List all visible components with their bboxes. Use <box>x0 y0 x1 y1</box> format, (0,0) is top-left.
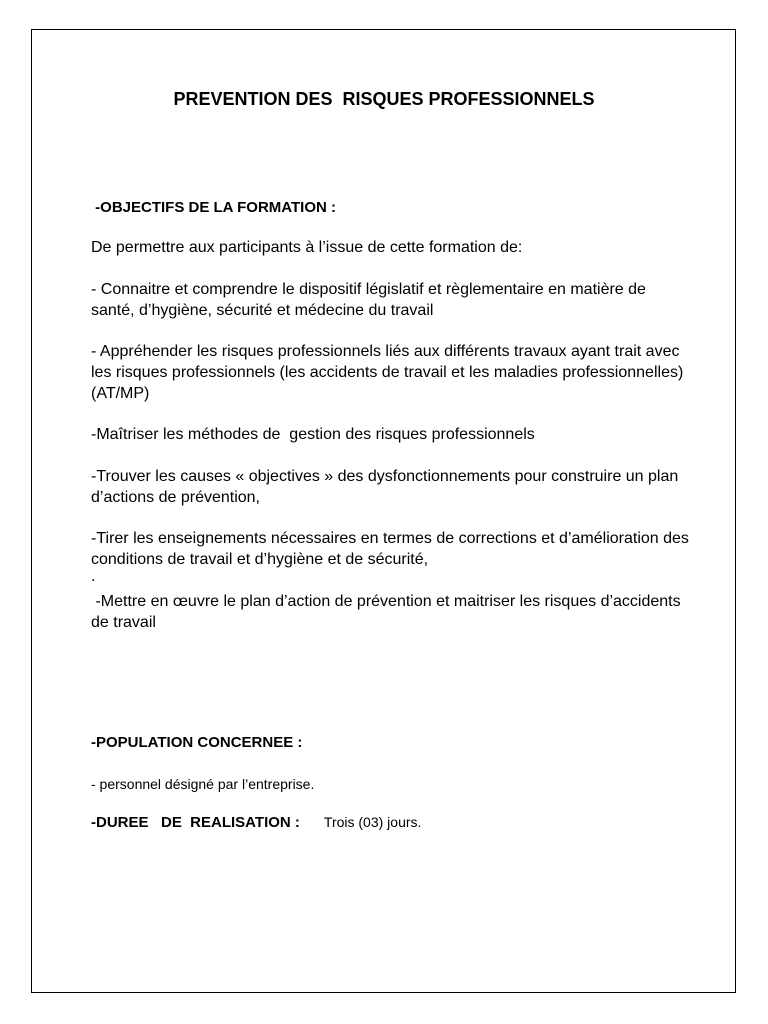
objective-item: -Maîtriser les méthodes de gestion des risques professionnels <box>91 426 535 443</box>
duration-line <box>91 812 691 833</box>
population-text: - personnel désigné par l’entreprise. <box>91 776 315 792</box>
objective-item: -Tirer les enseignements nécessaires en termes de corrections et d’amélioration des conditions de travail et d’hygiène et de sécurité, <box>91 530 694 568</box>
objective-item: -Mettre en œuvre le plan d’action de prévention et maitriser les risques d’accidents de travail <box>91 593 686 631</box>
objective-item: -Trouver les causes « objectives » des dysfonctionnements pour construire un plan d’actions de prévention, <box>91 468 683 506</box>
page-border <box>31 29 736 993</box>
stray-dot: . <box>91 568 96 585</box>
population-heading: -POPULATION CONCERNEE : <box>91 734 303 751</box>
duration-value: Trois (03) jours. <box>323 814 422 830</box>
objectives-heading: -OBJECTIFS DE LA FORMATION : <box>91 199 336 216</box>
objective-item: - Connaitre et comprendre le dispositif législatif et règlementaire en matière de santé, d’hygiène, sécurité et médecine du travail <box>91 281 651 319</box>
intro-paragraph: De permettre aux participants à l’issue de cette formation de: <box>91 239 523 256</box>
objective-item: - Appréhender les risques professionnels liés aux différents travaux ayant trait avec les risques professionnels (les accidents de travail et les maladies professionnelles) (AT/MP) <box>91 343 688 402</box>
duration-heading: -DUREE DE REALISATION : <box>91 814 300 831</box>
document-title: PREVENTION DES RISQUES PROFESSIONNELS <box>173 89 595 109</box>
